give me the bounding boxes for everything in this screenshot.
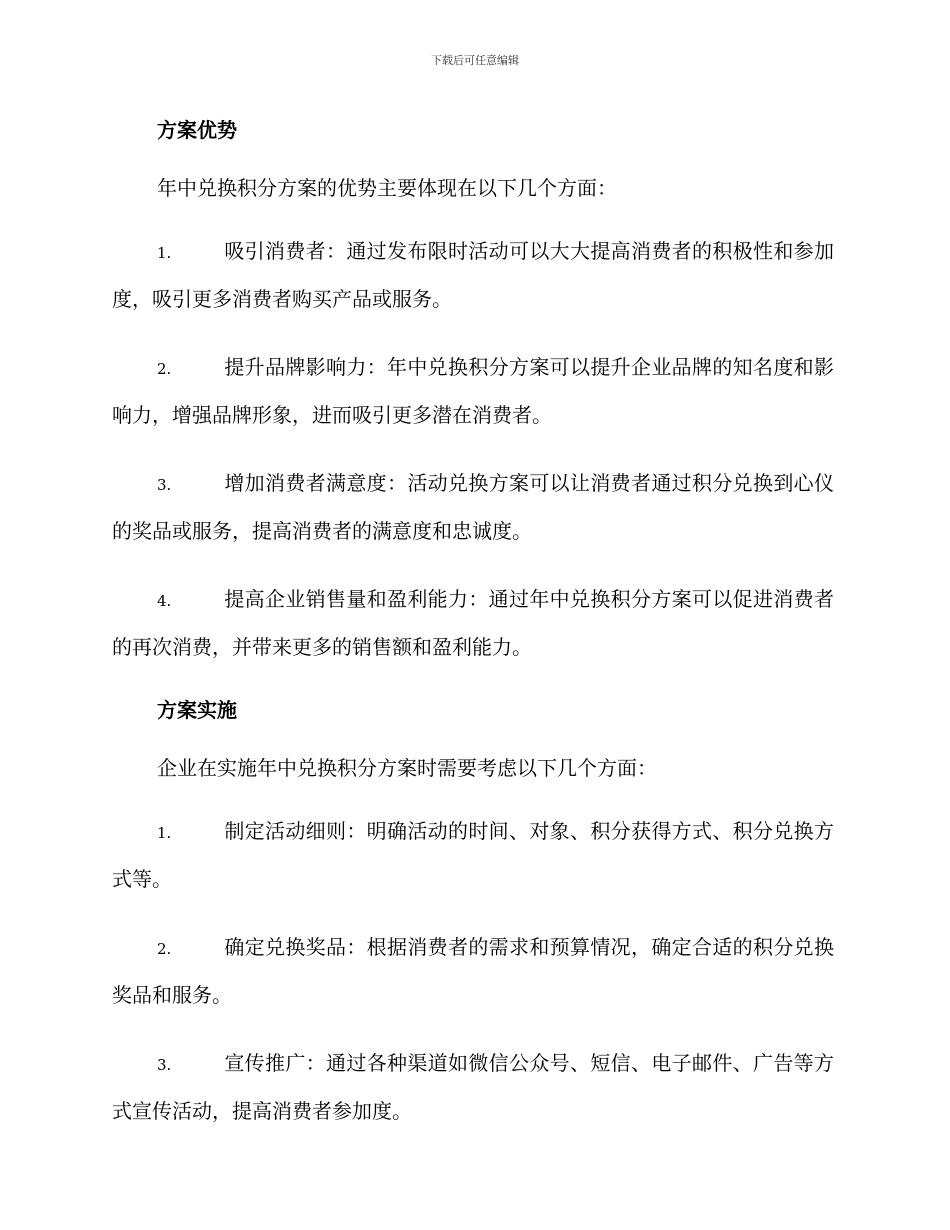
section-title-advantages: 方案优势 [157, 118, 237, 142]
list-item-text: 吸引消费者：通过发布限时活动可以大大提高消费者的积极性和参加度，吸引更多消费者购买产品或服务。 [112, 239, 834, 311]
advantages-list [112, 228, 834, 670]
list-item [112, 576, 834, 670]
list-item-number: 3. [157, 1056, 172, 1074]
list-item-text: 提升品牌影响力：年中兑换积分方案可以提升企业品牌的知名度和影响力，增强品牌形象，进而吸引更多潜在消费者。 [112, 355, 834, 427]
section-title-implementation: 方案实施 [157, 698, 237, 722]
list-item [112, 344, 834, 438]
list-item-number: 4. [157, 592, 172, 610]
list-item [112, 924, 834, 1018]
list-item [112, 808, 834, 902]
list-item-text: 提高企业销售量和盈利能力：通过年中兑换积分方案可以促进消费者的再次消费，并带来更多的销售额和盈利能力。 [112, 587, 834, 659]
list-item-text: 增加消费者满意度：活动兑换方案可以让消费者通过积分兑换到心仪的奖品或服务，提高消费者的满意度和忠诚度。 [112, 471, 834, 543]
header-note: 下载后可任意编辑 [431, 54, 519, 67]
list-item-number: 3. [157, 476, 172, 494]
list-item [112, 1040, 834, 1134]
implementation-list [112, 808, 834, 1134]
list-item [112, 228, 834, 322]
list-item-number: 2. [157, 940, 172, 958]
section-intro-implementation: 企业在实施年中兑换积分方案时需要考虑以下几个方面： [157, 756, 657, 780]
list-item-number: 1. [157, 824, 172, 842]
list-item-text: 制定活动细则：明确活动的时间、对象、积分获得方式、积分兑换方式等。 [112, 819, 834, 891]
list-item-number: 2. [157, 360, 172, 378]
section-intro-advantages: 年中兑换积分方案的优势主要体现在以下几个方面： [157, 176, 617, 200]
list-item-text: 确定兑换奖品：根据消费者的需求和预算情况，确定合适的积分兑换奖品和服务。 [112, 935, 834, 1007]
list-item [112, 460, 834, 554]
list-item-number: 1. [157, 244, 172, 262]
list-item-text: 宣传推广：通过各种渠道如微信公众号、短信、电子邮件、广告等方式宣传活动，提高消费者参加度。 [112, 1051, 834, 1123]
document-body [112, 112, 834, 1134]
